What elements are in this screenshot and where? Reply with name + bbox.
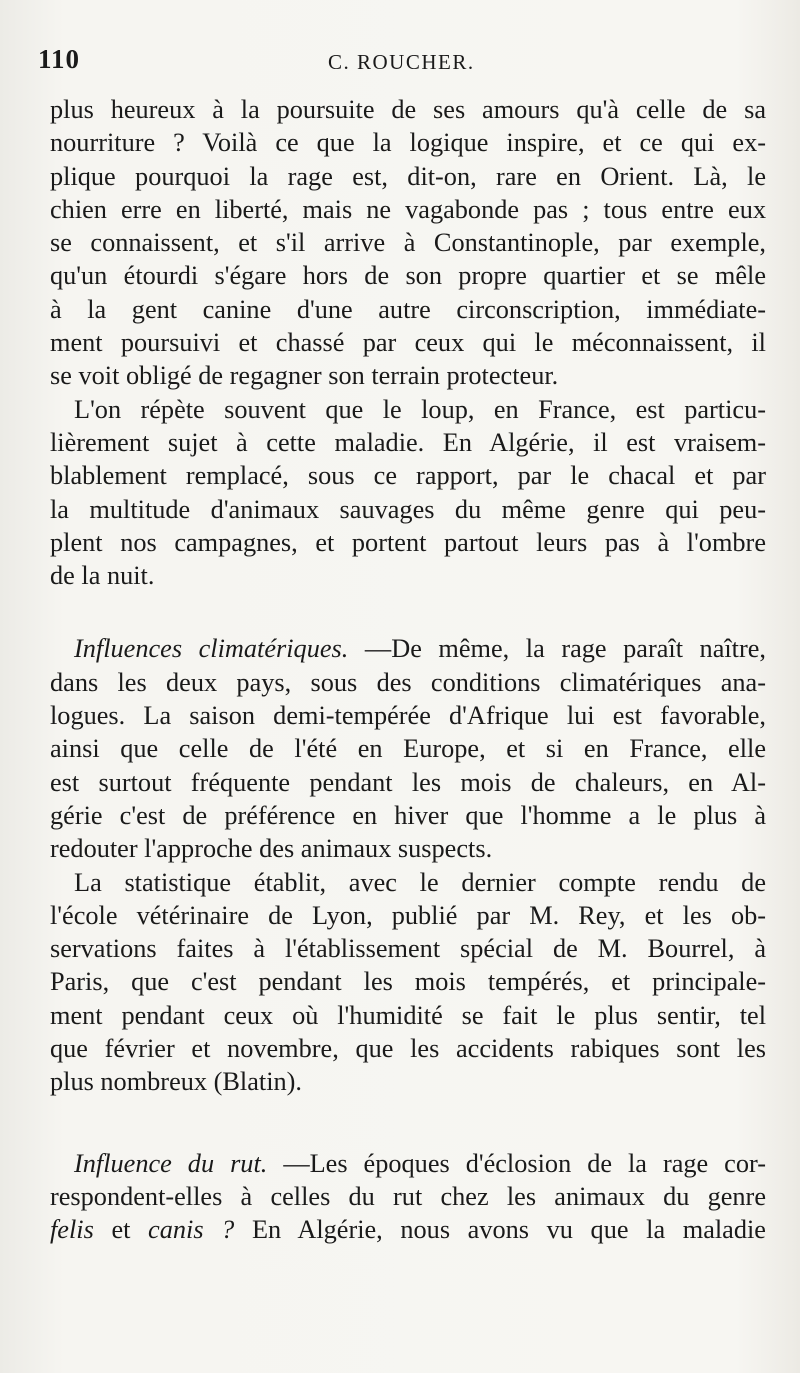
text-line: l'école vétérinaire de Lyon, publié par M. Rey, et les ob- — [50, 900, 766, 930]
section-gap — [50, 1099, 766, 1147]
text-line: de la nuit. — [50, 561, 155, 591]
text-line: respondent-elles à celles du rut chez les animaux du genre — [50, 1181, 766, 1211]
text-line: plus heureux à la poursuite de ses amours qu'à celle de sa — [50, 95, 766, 124]
page-body — [50, 93, 766, 1247]
section-heading: Influence du rut. — [74, 1148, 268, 1178]
paragraph-statistics — [50, 866, 766, 1099]
text-line: L'on répète souvent que le loup, en France, est particu- — [74, 394, 766, 424]
text-line: logues. La saison demi-tempérée d'Afrique lui est favorable, — [50, 701, 766, 731]
text-line: dans les deux pays, sous des conditions climatériques ana- — [50, 667, 766, 697]
text-line: plique pourquoi la rage est, dit-on, rare en Orient. Là, le — [50, 161, 766, 191]
text-line: plus nombreux (Blatin). — [50, 1067, 302, 1097]
text-line: ment pendant ceux où l'humidité se fait le plus sentir, tel — [50, 1000, 766, 1030]
section-gap — [50, 592, 766, 632]
text-line: qu'un étourdi s'égare hors de son propre quartier et se mêle — [50, 261, 766, 291]
text-run: En Algérie, nous avons vu que la maladie — [234, 1215, 766, 1245]
text-line: chien erre en liberté, mais ne vagabonde pas ; tous entre eux — [50, 194, 766, 224]
text-line: Paris, que c'est pendant les mois tempérés, et principale- — [50, 967, 766, 997]
page-header — [38, 44, 770, 84]
text-line: est surtout fréquente pendant les mois de chaleurs, en Al- — [50, 767, 766, 797]
italic-term: felis — [50, 1215, 94, 1245]
section-climatic-influences — [50, 632, 766, 865]
text-line: ment poursuivi et chassé par ceux qui le méconnaissent, il — [50, 328, 766, 358]
running-head: C. ROUCHER. — [328, 50, 475, 74]
text-line: à la gent canine d'une autre circonscription, immédiate- — [50, 294, 766, 324]
text-line: lièrement sujet à cette maladie. En Algérie, il est vraisem- — [50, 427, 766, 457]
text-line: que février et novembre, que les accidents rabiques sont les — [50, 1034, 766, 1064]
section-heading: Influences climatériques. — [74, 634, 349, 664]
text-line — [50, 632, 766, 665]
text-line: se voit obligé de regagner son terrain protecteur. — [50, 361, 559, 391]
text-line: ainsi que celle de l'été en Europe, et si en France, elle — [50, 734, 766, 764]
page-number: 110 — [38, 44, 81, 74]
text-run: et — [93, 1215, 149, 1245]
text-line: nourriture ? Voilà ce que la logique inspire, et ce qui ex- — [50, 128, 766, 158]
paragraph-2 — [50, 393, 766, 593]
text-line — [50, 1147, 766, 1180]
italic-term: canis ? — [148, 1215, 235, 1245]
text-line: la multitude d'animaux sauvages du même genre qui peu- — [50, 494, 766, 524]
text-line: La statistique établit, avec le dernier compte rendu de — [74, 867, 766, 897]
text-line: blablement remplacé, sous ce rapport, par le chacal et par — [50, 461, 766, 491]
text-line: redouter l'approche des animaux suspects. — [50, 834, 493, 864]
paragraph-1 — [50, 93, 766, 393]
text-line: gérie c'est de préférence en hiver que l'homme a le plus à — [50, 800, 766, 830]
text-line — [50, 1213, 766, 1246]
text-line: plent nos campagnes, et portent partout leurs pas à l'ombre — [50, 527, 766, 557]
text-line: servations faites à l'établissement spécial de M. Bourrel, à — [50, 934, 766, 964]
section-rut-influence — [50, 1147, 766, 1247]
text-line: se connaissent, et s'il arrive à Constantinople, par exemple, — [50, 228, 766, 258]
heading-continuation: —De même, la rage paraît naître, — [348, 634, 766, 664]
heading-continuation: —Les époques d'éclosion de la rage cor- — [267, 1148, 766, 1178]
